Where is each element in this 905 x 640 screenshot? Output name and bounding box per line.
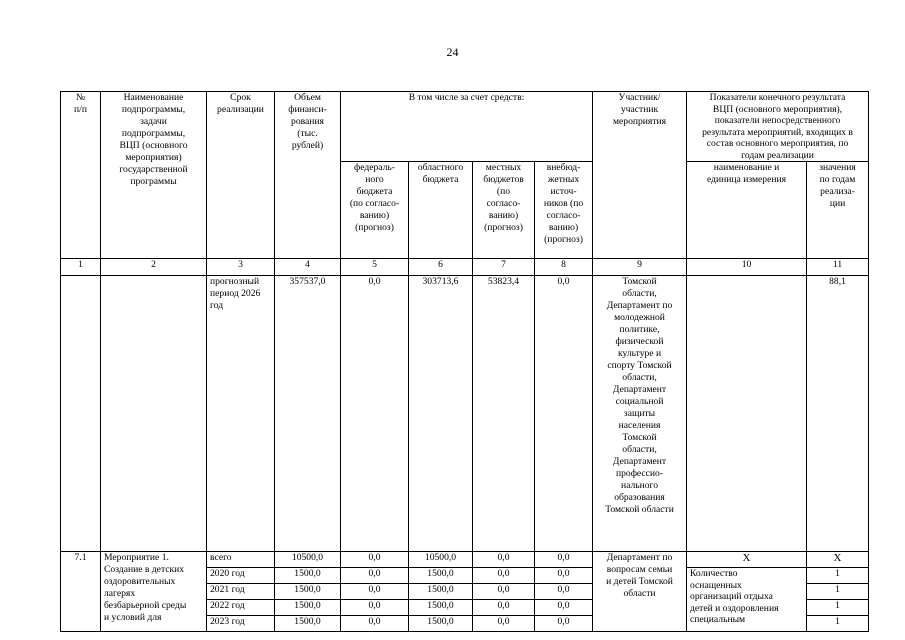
- measure-value: 1: [807, 584, 869, 600]
- forecast-total: 357537,0: [275, 276, 341, 552]
- measure-total: 1500,0: [275, 600, 341, 616]
- measure-number: 7.1: [61, 552, 101, 632]
- measure-extra: 0,0: [535, 616, 593, 632]
- column-number: 10: [687, 259, 807, 276]
- measure-row-total: [61, 552, 869, 568]
- column-number: 1: [61, 259, 101, 276]
- measure-extra: 0,0: [535, 600, 593, 616]
- measure-value: 1: [807, 568, 869, 584]
- measure-local: 0,0: [473, 616, 535, 632]
- forecast-local: 53823,4: [473, 276, 535, 552]
- measure-total: 1500,0: [275, 568, 341, 584]
- column-numbers-row: [61, 259, 869, 276]
- forecast-extra: 0,0: [535, 276, 593, 552]
- measure-value: 1: [807, 600, 869, 616]
- measure-indicator-x: X: [687, 552, 807, 568]
- header-col-local: местных бюджетов (по согласо- ванию) (прогноз): [473, 162, 535, 259]
- measure-federal: 0,0: [341, 568, 409, 584]
- forecast-federal: 0,0: [341, 276, 409, 552]
- measure-local: 0,0: [473, 552, 535, 568]
- measure-federal: 0,0: [341, 552, 409, 568]
- measure-regional: 1500,0: [409, 600, 473, 616]
- forecast-indicator-value: 88,1: [807, 276, 869, 552]
- column-number: 7: [473, 259, 535, 276]
- program-table: [60, 91, 869, 632]
- measure-regional: 1500,0: [409, 616, 473, 632]
- measure-period: 2020 год: [207, 568, 275, 584]
- header-col-extra: внебюд- жетных источ- ников (по согласо- ванию) (прогноз): [535, 162, 593, 259]
- measure-extra: 0,0: [535, 568, 593, 584]
- page-number: 24: [446, 45, 459, 59]
- measure-value: 1: [807, 616, 869, 632]
- measure-total: 10500,0: [275, 552, 341, 568]
- column-number: 3: [207, 259, 275, 276]
- forecast-indicator-name: [687, 276, 807, 552]
- measure-regional: 1500,0: [409, 568, 473, 584]
- header-row-1: [61, 92, 869, 162]
- measure-regional: 1500,0: [409, 584, 473, 600]
- column-number: 2: [101, 259, 207, 276]
- header-col-total: Объем финанси- рования (тыс. рублей): [275, 92, 341, 259]
- column-number: 4: [275, 259, 341, 276]
- forecast-participant: Томской области, Департамент по молодежной политике, физической культуре и спорту Томской области, Департамент социальной защиты населения Томской области, Департамент профессио- нального образования Томской области: [593, 276, 687, 552]
- column-number: 9: [593, 259, 687, 276]
- measure-participant: Департамент по вопросам семьи и детей Томской области: [593, 552, 687, 632]
- header-col-number: № п/п: [61, 92, 101, 259]
- measure-federal: 0,0: [341, 584, 409, 600]
- measure-value: X: [807, 552, 869, 568]
- column-number: 6: [409, 259, 473, 276]
- measure-extra: 0,0: [535, 552, 593, 568]
- measure-period: 2023 год: [207, 616, 275, 632]
- forecast-row: [61, 276, 869, 552]
- header-col-regional: областного бюджета: [409, 162, 473, 259]
- forecast-number: [61, 276, 101, 552]
- header-col-federal: федераль- ного бюджета (по согласо- ванию) (прогноз): [341, 162, 409, 259]
- forecast-name: [101, 276, 207, 552]
- measure-federal: 0,0: [341, 616, 409, 632]
- column-number: 8: [535, 259, 593, 276]
- measure-total: 1500,0: [275, 584, 341, 600]
- header-col-period: Срок реализации: [207, 92, 275, 259]
- measure-indicator-name: Количество оснащенных организаций отдыха детей и оздоровления специальным: [687, 568, 807, 632]
- measure-period: 2021 год: [207, 584, 275, 600]
- header-col-indicator-name: наименование и единица измерения: [687, 162, 807, 259]
- measure-local: 0,0: [473, 600, 535, 616]
- measure-period: всего: [207, 552, 275, 568]
- forecast-period: прогнозный период 2026 год: [207, 276, 275, 552]
- measure-local: 0,0: [473, 568, 535, 584]
- measure-regional: 10500,0: [409, 552, 473, 568]
- header-group-indicators: Показатели конечного результата ВЦП (основного мероприятия), показатели непосредственного результата мероприятий, входящих в состав основного мероприятия, по годам реализации: [687, 92, 869, 162]
- forecast-regional: 303713,6: [409, 276, 473, 552]
- measure-extra: 0,0: [535, 584, 593, 600]
- measure-local: 0,0: [473, 584, 535, 600]
- column-number: 5: [341, 259, 409, 276]
- measure-total: 1500,0: [275, 616, 341, 632]
- measure-period: 2022 год: [207, 600, 275, 616]
- header-group-sources: В том числе за счет средств:: [341, 92, 593, 162]
- header-col-name: Наименование подпрограммы, задачи подпрограммы, ВЦП (основного мероприятия) государственной программы: [101, 92, 207, 259]
- column-number: 11: [807, 259, 869, 276]
- header-col-participant: Участник/ участник мероприятия: [593, 92, 687, 259]
- measure-name: Мероприятие 1. Создание в детских оздоровительных лагерях безбарьерной среды и условий для: [101, 552, 207, 632]
- measure-federal: 0,0: [341, 600, 409, 616]
- header-col-indicator-value: значения по годам реализа- ции: [807, 162, 869, 259]
